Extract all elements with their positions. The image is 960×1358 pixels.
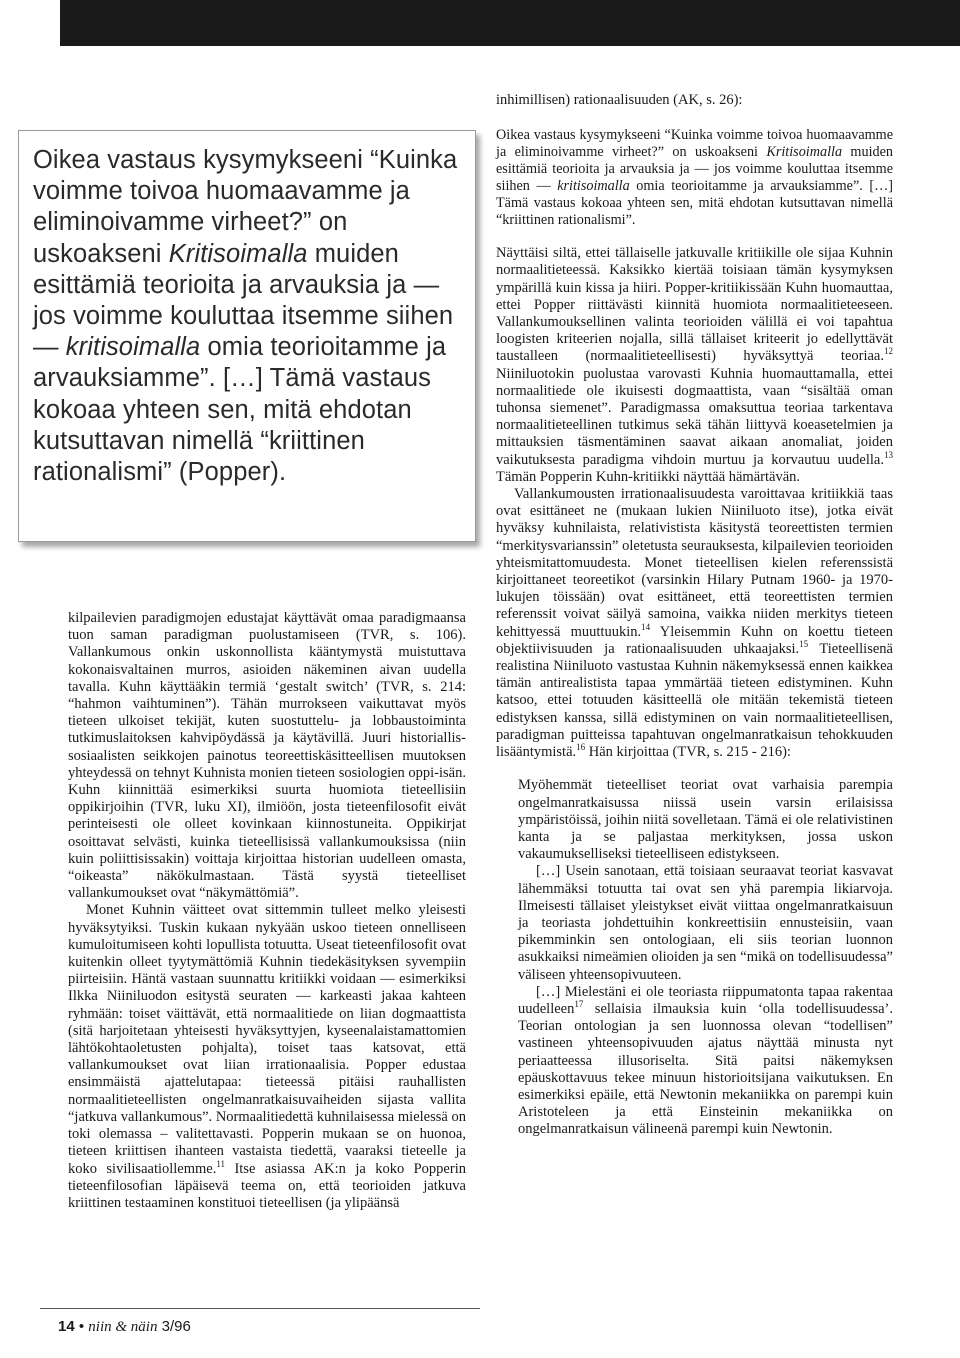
issue-number: 3/96	[161, 1318, 191, 1335]
footnote-ref: 16	[576, 742, 586, 753]
text-run: Myöhemmät tieteelliset teoriat ovat varhaisia parempia ongelmanratkaisussa niissä usein varsin erilaisissa ympäristöissä, joihin niitä sovelletaan. Tämä ei ole relativistinen kanta ja se paljastaa merkityksen, jossa uskon vakaumukselliseksi tieteelliseen edistykseen.	[518, 777, 893, 863]
paragraph	[496, 245, 893, 486]
pull-quote-box	[18, 130, 476, 542]
right-column	[496, 92, 893, 1139]
text-run: Hän kirjoittaa (TVR, s. 215 - 216):	[585, 744, 791, 761]
paragraph	[68, 902, 466, 1212]
text-run: Näyttäisi siltä, ettei tällaiselle jatkuvalle kritiikille ole sijaa Kuhnin normaalitieteessä. Kaksikko kiertää toisiaan tämän kysymyksen ympärillä kuin kissa ja hiiri. Popper-kritiikissään Kuhn huomauttaa, ettei Popper riittävästi kiinnitä huomiota normaalitieteeseen. Vallankumouksellinen valinta teorioiden välillä ei voi tapahtua loogisten kriteerien nojalla, sillä tällaiset kriteerit jo edellyttävät taustalleen (normaalitieteellisesti) hyväksyttyä teoriaa.	[496, 245, 893, 365]
magazine-name: niin & näin	[88, 1319, 158, 1335]
text-run: Itse asiassa AK:n ja koko Popperin tieteenfilosofian läpäisevä teema on, että teorioiden jatkuva kriittinen testaaminen konstituoi tieteellisen (ja ylipäänsä	[68, 1160, 466, 1211]
footnote-ref: 14	[641, 621, 651, 632]
text-run: […] Usein sanotaan, että toisiaan seuraavat teoriat kasvavat lähemmäksi totuutta tai ovat sen yhä parempia likiarvoja. Ilmeisesti tällaiset yleistykset eivät viittaa ongelmanratkaisuun ja teoriasta johdettuihin konkreettisiin ennusteisiin, vaan pikemminkin sen ontologiaan, eli siis teorian luonnon asukkaiksi nimeämien olioiden ja sen “mikä on todellisuudessa” väliseen yhteensopivuuteen.	[518, 863, 893, 983]
quote-paragraph	[518, 777, 893, 863]
text-run: Tieteellisenä realistina Niiniluoto vastustaa Kuhnin näkemyksessä ennen kaikkea tämän antirealistista tapaa ymmärtää tieteen edistyminen. Kuhn katsoo, ettei totuuden käsitteellä ole mitään tekemistä tieteen edistyksen kanssa, sillä edistyminen on vain normaalitieteellisen, paradigman puitteissa tapahtuvan ongelmanratkaisun tehokkuuden lisääntymistä.	[496, 640, 893, 761]
text-run: inhimillisen) rationaalisuuden (AK, s. 26):	[496, 92, 743, 108]
text-run: omia teorioitamme ja arvauksiamme”. […] Tämä vastaus kokoaa yhteen sen, mitä ehdotan kutsuttavan nimellä “kriittinen rationalismi”.	[496, 178, 893, 229]
text-run: Monet Kuhnin väitteet ovat sittemmin tulleet melko yleisesti hyväksytyiksi. Tuskin kukaan nykyään uskoo tieteen onnelliseen kumuloitumiseen kohti lopullista totuutta. Useat tieteenfilosofit ovat kuitenkin olleet tyytymättömiä Kuhnin tiedekäsityksen syvempiin piirteisiin. Häntä vastaan suunnattu kritiikki voidaan — esimerkiksi Ilkka Niiniluodon esitystä seuraten — karkeasti jakaa kahteen ryhmään: toiset väittävät, että normaalitiede on liian dogmaattista (sitä harjoitetaan yhteisesti hyväksyttyjen, kyseenalaistamattomien lähtökohtaoletusten pohjalta), toiset taas katsovat, että vallankumoukset ovat liian irrationaalisia. Popper edustaa ensimmäistä ajattelutapaa: tieteessä pitäisi rauhallisten normaalitieteellisten ongelmanratkaisuvaiheiden sijasta vallita “jatkuva vallankumous”. Normaalitiedettä kuhnilaisessa mielessä on toki olemassa – valitettavasti. Popperin mukaan se on huonoa, tieteen kriittisen ihanteen vastaista tiedettä, vaaraksi tieteelle ja koko sivilisaatiollemme.	[68, 902, 466, 1177]
paragraph	[496, 92, 893, 109]
pull-quote-text	[33, 145, 465, 488]
text-run: sellaisia ilmauksia kuin ‘olla todellisuudessa’. Teorian ontologian ja sen luonnossa olevan “todellisen” vastineen yhteensopivuuden ajatus näyttää minusta nyt periaatteessa illusoriselta. Sitä paitsi näkemyksen epäuskottavuus tekee minuun historioitsijana vaikutuksen. En esimerkiksi epäile, että Newtonin mekaniikka on parempi kuin Aristoteleen ja että Einsteinin mekaniikka on ongelmanratkaisun välineenä parempi kuin Newtonin.	[518, 1000, 893, 1138]
text-run: Vallankumousten irrationaalisuudesta varoittavaa kritiikkiä taas ovat esittäneet ne (mukaan lukien Niiniluoto itse), jotka eivät hyväksy kuhnilaista, relativistista käsitystä teoreettisten termien “merkitysvarianssin” oletetusta seurauksesta, kilpailevien teorioiden yhteismitattomuudesta. Monet tieteellisen kielen referenssistä kirjoittaneet teoreetikot (varsinkin Hilary Putnam 1960- ja 1970-lukujen töissään) ovat esittäneet, että teoreettisten termien referenssit voivat säilyä samoina, vaikka niiden merkitys tieteen kehittyessä muuttuukin.	[496, 486, 893, 640]
pull-quote-part: muiden esittämiä teorioita ja arvauksia ja — jos voimme kouluttaa itsemme siihen —	[33, 239, 454, 362]
footnote-ref: 11	[216, 1158, 226, 1169]
footnote-ref: 17	[574, 999, 584, 1010]
block-quote	[496, 127, 893, 229]
paragraph	[496, 486, 893, 761]
text-run: Yleisemmin Kuhn on koettu tieteen objektiivisuuden ja rationaalisuuden uhkaajaksi.	[496, 623, 893, 657]
text-run: Niiniluotokin puolustaa varovasti Kuhnia huomauttamalla, ettei normaalitiede ole ikuisesti dogmaattista, vaan “sisältää oman tuhonsa siemenet”. Paradigmassa omaksuttua teoriaa tarkentava normaalitieteellinen tutkimus sekä tähän liittyvä koeasetelmien ja mittauksien täsmentäminen saavat aikaan anomaliat, joiden vaikutuksesta paradigma vihdoin murtuu ja korvautuu uudella.	[496, 365, 893, 468]
emphasis: kritisoimalla	[557, 178, 630, 195]
paragraph	[68, 610, 466, 902]
text-run: Oikea vastaus kysymykseeni “Kuinka voimme toivoa huomaavamme ja eliminoivamme virheet?” on uskoakseni	[496, 127, 893, 161]
text-run: […] Mielestäni ei ole teoriasta riippumatonta tapaa rakentaa uudelleen	[518, 983, 893, 1017]
page-footer	[58, 1318, 191, 1336]
text-run: kilpailevien paradigmojen edustajat käyttävät omaa paradigmaansa tuon saman paradigman puolustamiseen (TVR, s. 106). Vallankumous onkin uskonnollista kääntymystä muistuttava kokonaisvaltainen murros, asioiden näkeminen aivan uudella tavalla. Kuhn käyttääkin termiä ‘gestalt switch’ (TVR, s. 214: “hahmon vaihtuminen”). Tähän murrokseen vaikuttavat myös tieteen ulkoiset tekijät, kuten suostuttelu- ja lobbaustoiminta tutkimuslaitoksen kahvipöydässä ja käytävillä. Juuri historiallis-sosiaalisten seikkojen painotus teoreettiskäsitteellisen muutoksen yhteydessä on tehnyt Kuhnista monien tieteen sosiologien oppi-isän. Kuhn kiinnittää esimerkiksi suurta huomiota tieteellisiin oppikirjoihin (TVR, luku XI), ilmiöön, josta tieteenfilosofit eivät perinteisesti ole olleet kovinkaan kiinnostuneita. Oppikirjat osoittavat selvästi, kuinka tieteellisissä vallankumouksissa (niin kuin poliittisissakin) voittaja kirjoittaa historian uudelleen omasta, “oikeasta” näkökulmastaan. Tästä syystä tieteelliset vallankumoukset ovat “näkymättömiä”.	[68, 610, 466, 902]
quote-paragraph	[518, 863, 893, 983]
block-quote	[518, 777, 893, 1138]
quote-paragraph	[518, 984, 893, 1139]
footnote-ref: 13	[884, 449, 893, 460]
footnote-ref: 15	[799, 639, 809, 650]
pull-quote-emphasis: kritisoimalla	[65, 333, 201, 362]
text-run: muiden esittämiä teorioita ja arvauksia ja — jos voimme kouluttaa itsemme siihen —	[496, 144, 893, 195]
pull-quote-part: Oikea vastaus kysymykseeni “Kuinka voimme toivoa huomaavamme ja eliminoivamme virheet?” on uskoakseni	[33, 146, 458, 268]
header-bar	[60, 0, 960, 46]
emphasis: Kritisoimalla	[766, 144, 843, 161]
pull-quote-emphasis: Kritisoimalla	[168, 239, 308, 268]
footer-bullet: •	[78, 1318, 85, 1335]
page-number: 14	[58, 1318, 75, 1335]
footnote-ref: 12	[884, 346, 893, 357]
left-column	[68, 610, 466, 1212]
footer-divider	[40, 1308, 480, 1309]
pull-quote-part: omia teorioitamme ja arvauksiamme”. […] Tämä vastaus kokoaa yhteen sen, mitä ehdotan kutsuttavan nimellä “kriittinen rationalismi” (Popper).	[33, 333, 447, 487]
text-run: Tämän Popperin Kuhn-kritiikki näyttää hämärtävän.	[496, 468, 801, 485]
